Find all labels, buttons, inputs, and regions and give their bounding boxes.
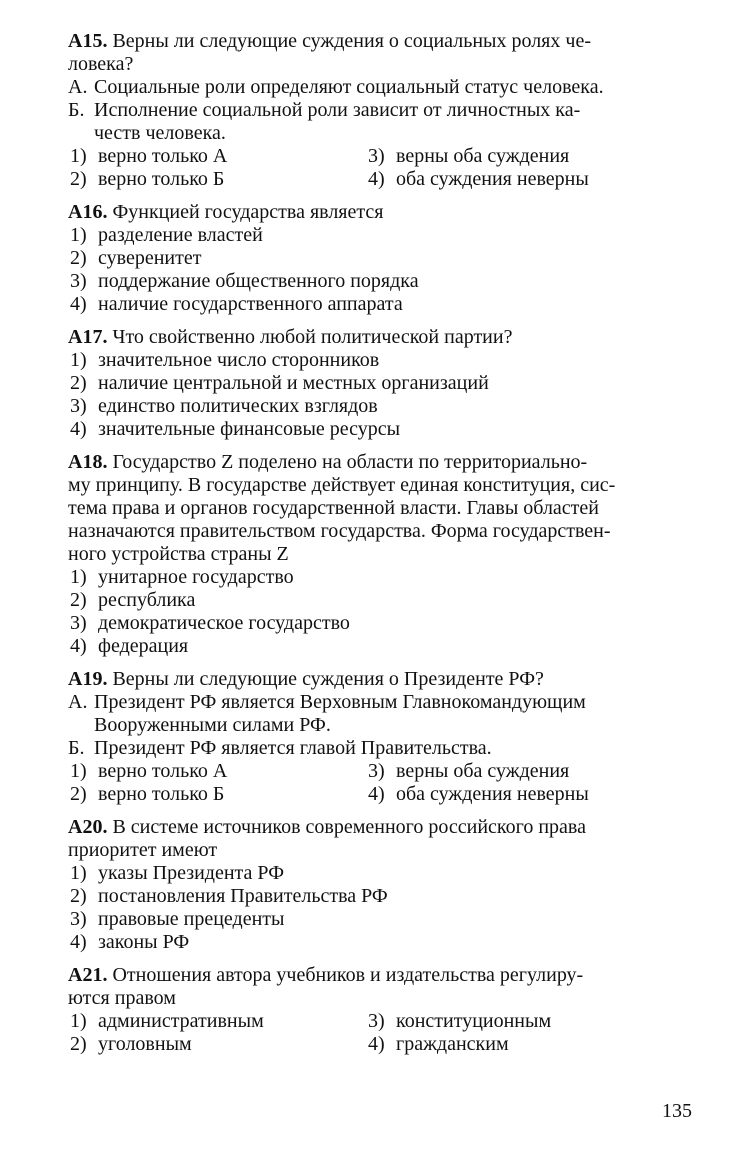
- answer-option[interactable]: 2) верно только Б: [70, 168, 225, 190]
- answer-option[interactable]: 1) унитарное государство: [70, 566, 294, 588]
- question-a15: [68, 30, 694, 191]
- statement-b: Б. Исполнение социальной роли зависит от личностных ка- честв человека.: [68, 99, 581, 144]
- answer-option[interactable]: 1) значительное число сторонников: [70, 349, 380, 371]
- statement-a: А. Социальные роли определяют социальный статус человека.: [68, 76, 604, 98]
- answer-option[interactable]: 1) указы Президента РФ: [70, 862, 284, 884]
- question-stem: A21. Отношения автора учебников и издательства регулиру- ются правом: [68, 964, 584, 1009]
- question-number: A18.: [68, 451, 108, 473]
- answer-option[interactable]: 4) федерация: [70, 635, 189, 657]
- answer-option[interactable]: 3) конституционным: [368, 1010, 552, 1032]
- question-number: A16.: [68, 201, 108, 223]
- question-number: A20.: [68, 816, 108, 838]
- answer-option[interactable]: 2) уголовным: [70, 1033, 192, 1055]
- answer-option[interactable]: 1) верно только А: [70, 760, 228, 782]
- answer-option[interactable]: 2) республика: [70, 589, 196, 611]
- answer-option[interactable]: 4) оба суждения неверны: [368, 783, 589, 805]
- question-number: A21.: [68, 964, 108, 986]
- question-a19: [68, 668, 694, 806]
- answer-option[interactable]: 3) верны оба суждения: [368, 760, 570, 782]
- page-content: [68, 30, 694, 1066]
- answer-option[interactable]: 3) поддержание общественного порядка: [70, 270, 419, 292]
- answer-option[interactable]: 4) оба суждения неверны: [368, 168, 589, 190]
- question-stem: A19. Верны ли следующие суждения о Президенте РФ?: [68, 668, 544, 690]
- question-a18: [68, 451, 694, 658]
- question-number: A15.: [68, 30, 108, 52]
- question-number: A17.: [68, 326, 108, 348]
- answer-option[interactable]: 2) постановления Правительства РФ: [70, 885, 388, 907]
- answer-option[interactable]: 4) законы РФ: [70, 931, 190, 953]
- answer-option[interactable]: 4) гражданским: [368, 1033, 509, 1055]
- answer-options: [68, 145, 694, 191]
- answer-option[interactable]: 3) правовые прецеденты: [70, 908, 285, 930]
- statement-b: Б. Президент РФ является главой Правительства.: [68, 737, 492, 759]
- question-stem: A16. Функцией государства является: [68, 201, 384, 223]
- question-a16: [68, 201, 694, 316]
- question-number: A19.: [68, 668, 108, 690]
- answer-option[interactable]: 2) наличие центральной и местных организаций: [70, 372, 489, 394]
- question-a20: [68, 816, 694, 954]
- answer-option[interactable]: 1) административным: [70, 1010, 264, 1032]
- answer-option[interactable]: 1) разделение властей: [70, 224, 263, 246]
- answer-option[interactable]: 3) демократическое государство: [70, 612, 350, 634]
- statement-a: А. Президент РФ является Верховным Главнокомандующим Вооруженными силами РФ.: [68, 691, 586, 736]
- question-stem: A20. В системе источников современного российского права приоритет имеют: [68, 816, 586, 861]
- question-stem: A17. Что свойственно любой политической партии?: [68, 326, 513, 348]
- answer-option[interactable]: 3) верны оба суждения: [368, 145, 570, 167]
- question-a21: [68, 964, 694, 1056]
- answer-options: [68, 760, 694, 806]
- answer-option[interactable]: 4) наличие государственного аппарата: [70, 293, 403, 315]
- page-number: 135: [662, 1100, 692, 1122]
- answer-option[interactable]: 4) значительные финансовые ресурсы: [70, 418, 401, 440]
- question-a17: [68, 326, 694, 441]
- answer-option[interactable]: 2) суверенитет: [70, 247, 202, 269]
- answer-option[interactable]: 1) верно только А: [70, 145, 228, 167]
- answer-options: [68, 1010, 694, 1056]
- question-stem: A18. Государство Z поделено на области по территориально- му принципу. В государстве действует единая конституция, сис- тема права и органов государственной власти. Главы областей назначаются правительством государства. Форма государствен- ного устройства страны Z: [68, 451, 616, 565]
- answer-option[interactable]: 2) верно только Б: [70, 783, 225, 805]
- question-stem: A15. Верны ли следующие суждения о социальных ролях че- ловека?: [68, 30, 591, 75]
- answer-option[interactable]: 3) единство политических взглядов: [70, 395, 378, 417]
